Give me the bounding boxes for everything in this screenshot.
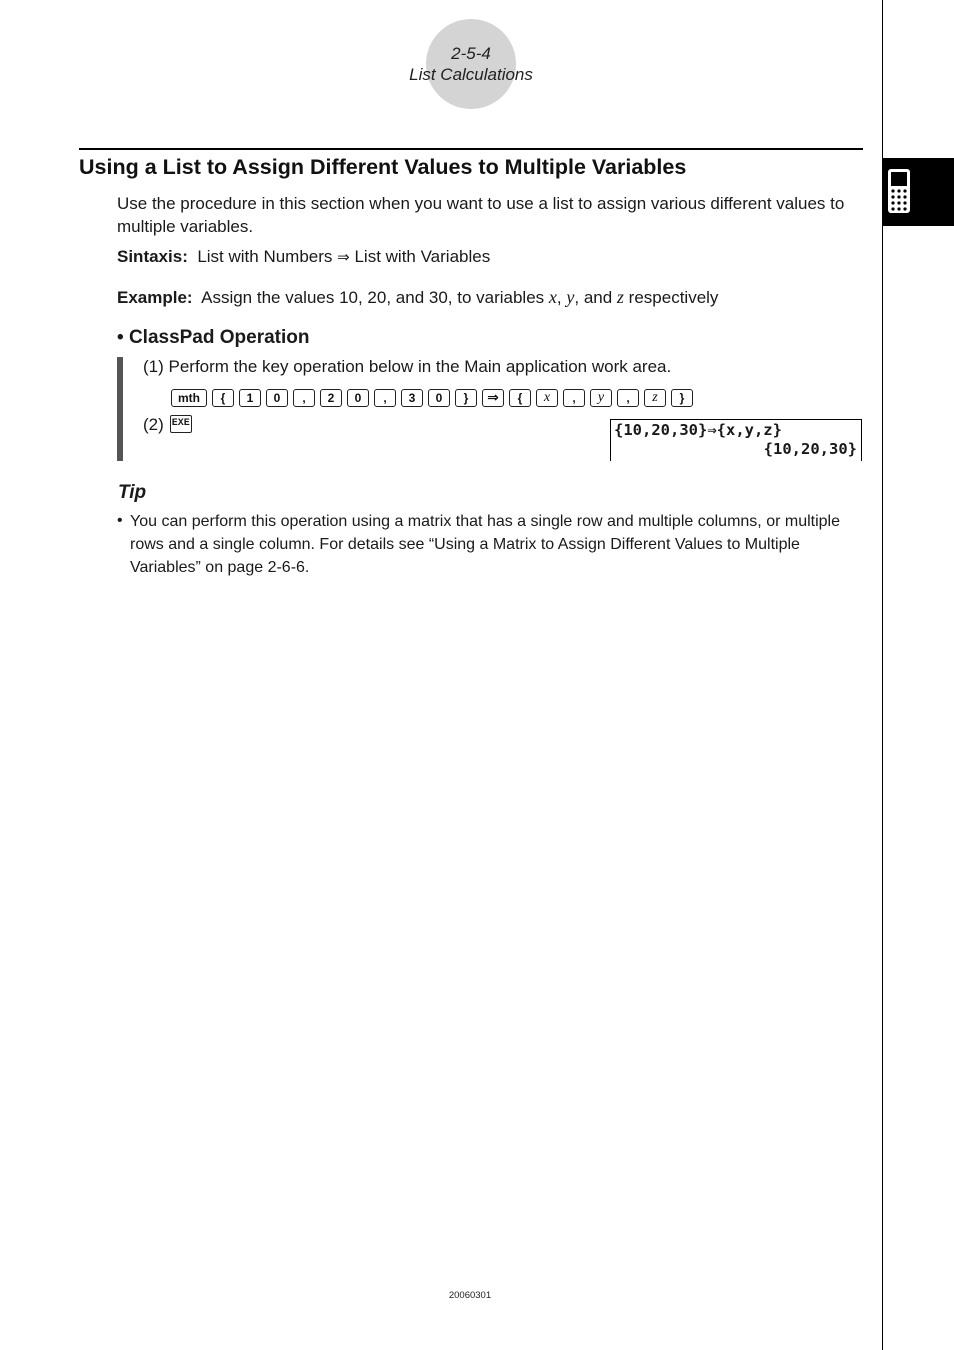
tip-text: You can perform this operation using a matrix that has a single row and multiple columns, or multiple rows and a single column. For details see “Using a Matrix to Assign Different Values to Multiple Variables” on page 2-6-6. xyxy=(130,513,840,576)
intro-paragraph: Use the procedure in this section when you want to use a list to assign various different values to multiple variables. xyxy=(117,194,845,236)
key-digit: 2 xyxy=(320,389,342,407)
example-sep: , xyxy=(556,288,562,307)
syntax-right: List with Variables xyxy=(354,247,491,266)
key-mth: mth xyxy=(171,389,207,407)
key-digit: 0 xyxy=(428,389,450,407)
key-comma: , xyxy=(563,389,585,407)
exe-key: EXE xyxy=(170,415,192,433)
tip-bullet-icon: • xyxy=(117,512,123,529)
key-var-z: z xyxy=(644,389,666,407)
bullet-icon: • xyxy=(117,327,124,348)
syntax-label: Sintaxis: xyxy=(117,247,188,266)
key-digit: 0 xyxy=(266,389,288,407)
step-1: (1) Perform the key operation below in the Main application work area. xyxy=(143,357,672,376)
key-store-arrow: ⇒ xyxy=(482,389,504,407)
syntax-left: List with Numbers xyxy=(197,247,333,266)
section-number: 2-5-4 xyxy=(451,44,491,63)
step-2-label: (2) xyxy=(143,415,164,434)
key-comma: , xyxy=(617,389,639,407)
header-circle-decoration xyxy=(426,19,516,109)
var-x: x xyxy=(548,287,557,307)
footer-code: 20060301 xyxy=(448,1290,492,1301)
page-heading: Using a List to Assign Different Values to Multiple Variables xyxy=(79,155,687,179)
key-var-y: y xyxy=(590,389,612,407)
calculator-screen xyxy=(610,419,862,461)
operation-heading xyxy=(117,327,310,349)
operation-side-bar xyxy=(117,357,123,461)
key-comma: , xyxy=(374,389,396,407)
example-text: Assign the values 10, 20, and 30, to variables xyxy=(201,288,545,307)
step-2 xyxy=(143,415,192,435)
side-tab xyxy=(882,158,954,226)
example-line xyxy=(117,287,718,308)
section-title: List Calculations xyxy=(409,65,533,84)
key-sequence xyxy=(171,388,693,408)
heading-rule xyxy=(79,148,863,150)
screen-output: {10,20,30} xyxy=(763,440,857,458)
key-digit: 1 xyxy=(239,389,261,407)
implies-arrow: ⇒ xyxy=(337,248,350,266)
key-digit: 0 xyxy=(347,389,369,407)
key-var-x: x xyxy=(536,389,558,407)
operation-heading-text: ClassPad Operation xyxy=(128,327,310,348)
tip-title: Tip xyxy=(118,482,147,503)
key-open-brace: { xyxy=(212,389,234,407)
key-close-brace: } xyxy=(671,389,693,407)
syntax-line xyxy=(117,247,490,267)
key-open-brace: { xyxy=(509,389,531,407)
key-digit: 3 xyxy=(401,389,423,407)
example-sep: , and xyxy=(574,288,613,307)
key-close-brace: } xyxy=(455,389,477,407)
screen-input: {10,20,30}⇒{x,y,z} xyxy=(614,421,782,439)
calculator-icon xyxy=(887,168,911,214)
var-y: y xyxy=(566,287,575,307)
key-comma: , xyxy=(293,389,315,407)
example-text-end: respectively xyxy=(628,288,719,307)
var-z: z xyxy=(616,287,624,307)
example-label: Example: xyxy=(117,288,193,307)
